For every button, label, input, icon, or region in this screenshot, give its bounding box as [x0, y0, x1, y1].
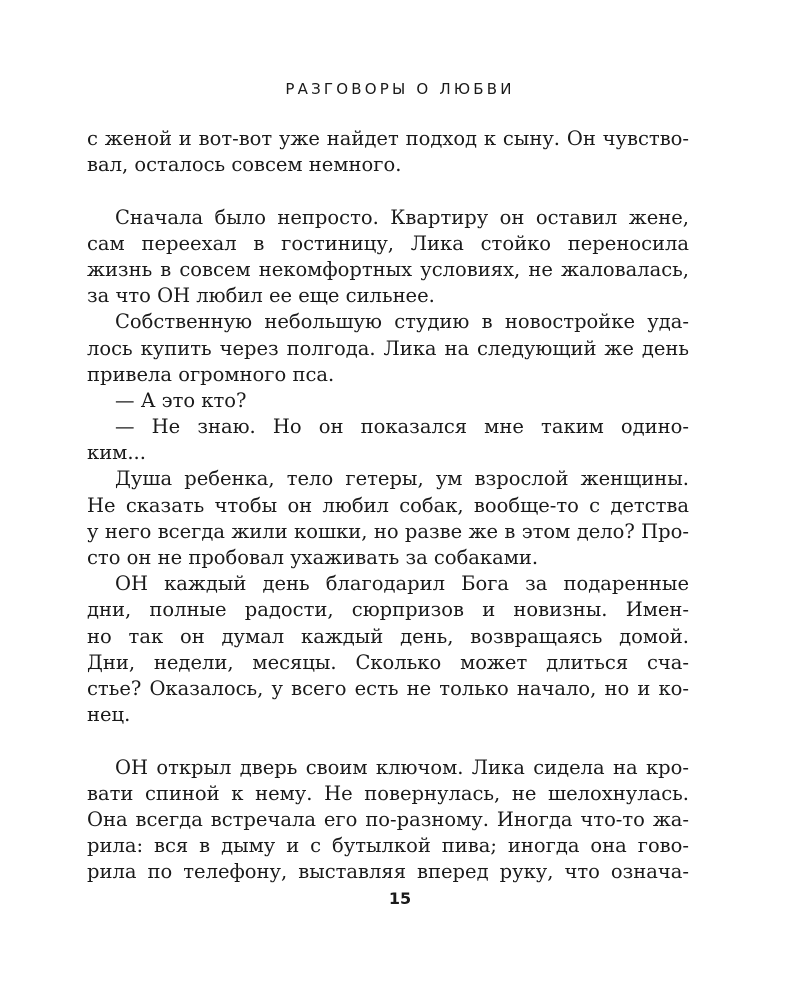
- text-line: ОН каждый день благодарил Бога за подаренные: [115, 572, 689, 596]
- text-line: — А это кто?: [115, 388, 247, 412]
- text-line: Она всегда встречала его по-разному. Иногда что-то жа-: [87, 807, 689, 831]
- text-line: ким...: [87, 441, 146, 465]
- text-line: дни, полные радости, сюрпризов и новизны. Имен-: [87, 598, 689, 622]
- section-break: [115, 728, 689, 754]
- text-line: за что ОН любил ее еще сильнее.: [87, 284, 435, 308]
- body-text: [87, 126, 689, 885]
- text-line: сам переехал в гостиницу, Лика стойко переносила: [87, 231, 689, 255]
- section-break: [115, 178, 689, 204]
- text-line: Дни, недели, месяцы. Сколько может длиться сча-: [87, 650, 689, 674]
- text-line: рила по телефону, выставляя вперед руку, что означа-: [87, 860, 689, 884]
- text-line: вати спиной к нему. Не повернулась, не шелохнулась.: [87, 781, 689, 805]
- text-line: вал, осталось совсем немного.: [87, 153, 402, 177]
- text-line: Собственную небольшую студию в новостройке уда-: [115, 310, 689, 334]
- text-line: с женой и вот-вот уже найдет подход к сыну. Он чувство-: [87, 127, 689, 150]
- text-line: ОН открыл дверь своим ключом. Лика сидела на кро-: [115, 755, 689, 779]
- text-line: Сначала было непросто. Квартиру он оставил жене,: [115, 205, 689, 229]
- text-line: но так он думал каждый день, возвращаясь домой.: [87, 624, 689, 648]
- text-line: — Не знаю. Но он показался мне таким одино-: [115, 415, 689, 439]
- text-line: рила: вся в дыму и с бутылкой пива; иногда она гово-: [87, 834, 689, 858]
- text-line: у него всегда жили кошки, но разве же в этом дело? Про-: [87, 519, 689, 543]
- text-line: привела огромного пса.: [87, 362, 335, 386]
- page-number: 15: [388, 889, 412, 908]
- running-head: РАЗГОВОРЫ О ЛЮБВИ: [285, 80, 515, 98]
- text-line: Не сказать чтобы он любил собак, вообще-то с детства: [87, 493, 689, 517]
- text-line: нец.: [87, 703, 131, 727]
- text-line: жизнь в совсем некомфортных условиях, не жаловалась,: [87, 257, 689, 281]
- text-line: Душа ребенка, тело гетеры, ум взрослой женщины.: [115, 467, 689, 491]
- text-line: стье? Оказалось, у всего есть не только начало, но и ко-: [87, 676, 689, 700]
- text-line: лось купить через полгода. Лика на следующий же день: [87, 336, 689, 360]
- text-line: сто он не пробовал ухаживать за собаками.: [87, 546, 539, 569]
